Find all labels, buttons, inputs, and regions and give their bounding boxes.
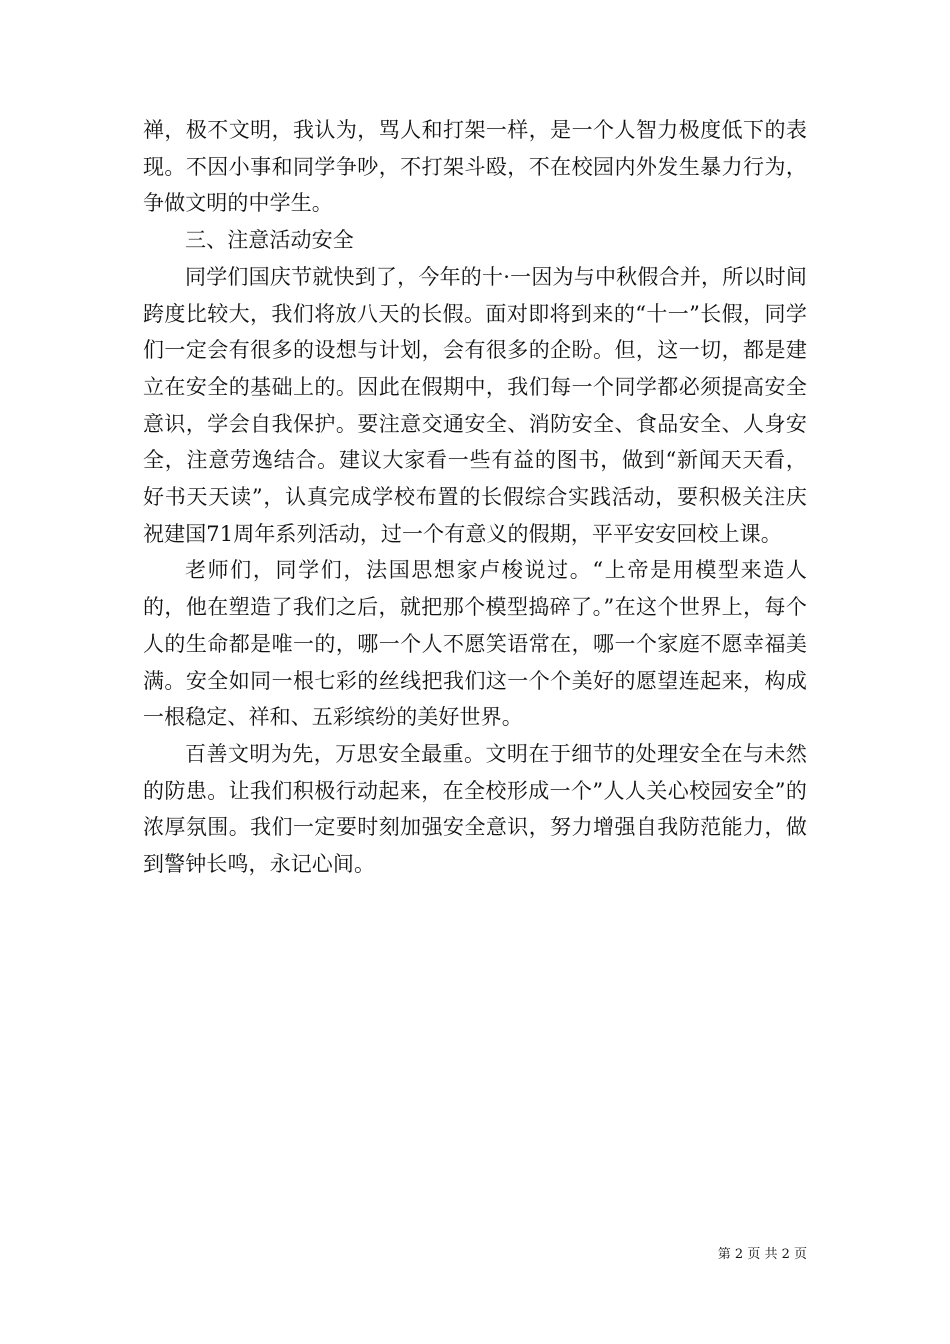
section-heading: 三、注意活动安全 [185,228,354,253]
paragraph-continuation: 禅，极不文明，我认为，骂人和打架一样，是一个人智力极度低下的表现。不因小事和同学争吵，不打架斗殴，不在校园内外发生暴力行为，争做文明的中学生。 [143,118,807,216]
document-body [143,112,807,883]
page-number-footer: 第 2 页 共 2 页 [717,1247,807,1262]
paragraph-closing: 百善文明为先，万思安全最重。文明在于细节的处理安全在与未然的防患。让我们积极行动起来，在全校形成一个”人人关心校园安全”的浓厚氛围。我们一定要时刻加强安全意识，努力增强自我防范能力，做到警钟长鸣，永记心间。 [143,741,807,877]
paragraph-holiday-safety: 同学们国庆节就快到了，今年的十·一因为与中秋假合并，所以时间跨度比较大，我们将放八天的长假。面对即将到来的“十一”长假，同学们一定会有很多的设想与计划，会有很多的企盼。但，这一切，都是建立在安全的基础上的。因此在假期中，我们每一个同学都必须提高安全意识，学会自我保护。要注意交通安全、消防安全、食品安全、人身安全，注意劳逸结合。建议大家看一些有益的图书，做到“新闻天天看，好书天天读”，认真完成学校布置的长假综合实践活动，要积极关注庆祝建国71周年系列活动，过一个有意义的假期，平平安安回校上课。 [143,264,807,546]
paragraph-rousseau-quote: 老师们，同学们，法国思想家卢梭说过。“上帝是用模型来造人的，他在塑造了我们之后，就把那个模型捣碎了。”在这个世界上，每个人的生命都是唯一的，哪一个人不愿笑语常在，哪一个家庭不愿幸福美满。安全如同一根七彩的丝线把我们这一个个美好的愿望连起来，构成一根稳定、祥和、五彩缤纷的美好世界。 [143,558,807,730]
